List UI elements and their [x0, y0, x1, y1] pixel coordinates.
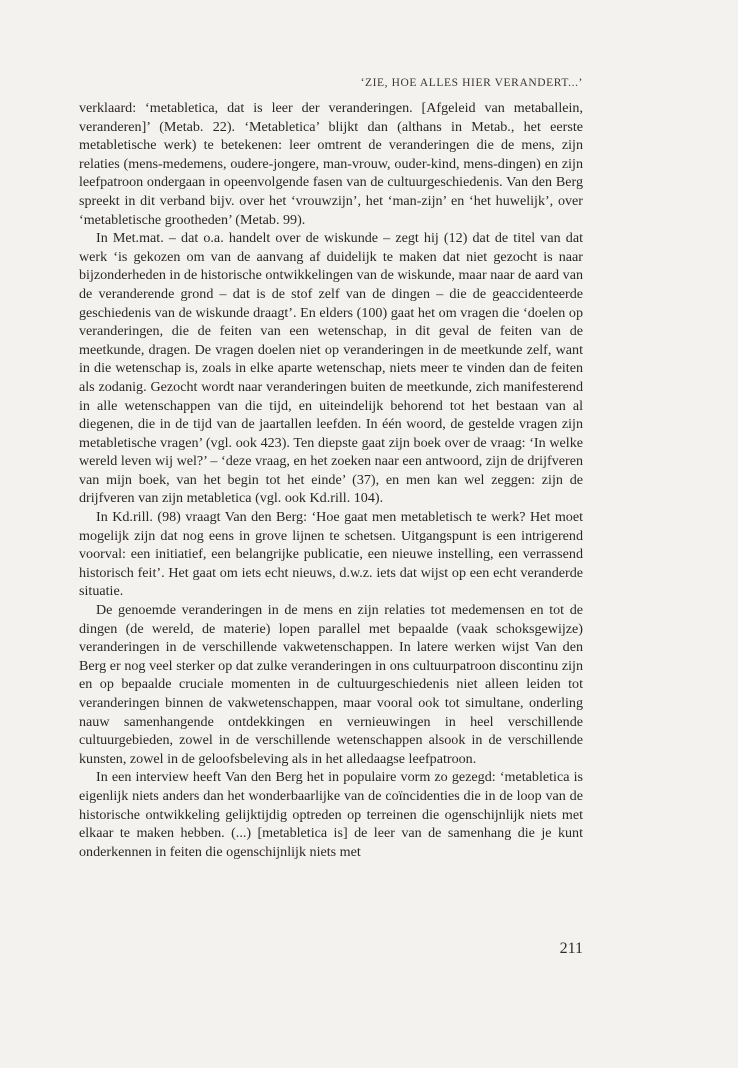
paragraph-5: In een interview heeft Van den Berg het in populaire vorm zo gezegd: ‘metabletica is eigenlijk niets anders dan het wonderbaarlijke van de coïncidenties die in de loop van de historische ontwikkeling gelijktijdig optreden op terreinen die ogenschijnlijk niets met elkaar te maken hebben. (...) [metabletica is] de leer van de samenhang die je kunt onderkennen in feiten die ogenschijnlijk niets met [79, 769, 583, 860]
page-number: 211 [559, 940, 583, 957]
running-head: ‘ZIE, HOE ALLES HIER VERANDERT...’ [360, 77, 583, 89]
paragraph-1: verklaard: ‘metabletica, dat is leer der veranderingen. [Afgeleid van metaballein, veranderen]’ (Metab. 22). ‘Metabletica’ blijkt dan (althans in Metab., het eerste metabletische werk) te betekenen: leer omtrent de veranderingen die de mens, zijn relaties (mens-medemens, oudere-jongere, man-vrouw, ouder-kind, mens-dingen) en zijn leefpatroon ondergaan in opeenvolgende fasen van de cultuurgeschiedenis. Van den Berg spreekt in dit verband bijv. over het ‘vrouwzijn’, het ‘man-zijn’ en ‘het huwelijk’, over ‘metabletische grootheden’ (Metab. 99). [79, 100, 583, 228]
paragraph-4: De genoemde veranderingen in de mens en zijn relaties tot medemensen en tot de dingen (de wereld, de materie) lopen parallel met bepaalde (vaak schoksgewijze) veranderingen in de verschillende vakwetenschappen. In latere werken wijst Van den Berg er nog veel sterker op dat zulke veranderingen in ons cultuurpatroon discontinu zijn en op bepaalde cruciale momenten in de cultuurgeschiedenis niet alleen leiden tot veranderingen binnen de vakwetenschappen, maar vooral ook tot simultane, onderling nauw samenhangende ontdekkingen en vernieuwingen in heel verschillende cultuurgebieden, zowel in de verschillende wetenschappen alsook in de verschillende kunsten, zowel in de geloofsbeleving als in het alledaagse leefpatroon. [79, 602, 583, 767]
paragraph-2: In Met.mat. – dat o.a. handelt over de wiskunde – zegt hij (12) dat de titel van dat werk ‘is gekozen om van de aanvang af duidelijk te maken dat niet gezocht is naar bijzonderheden in de historische ontwikkelingen van de wiskunde, maar naar de aard van de veranderende grond – dat is de stof zelf van de dingen – die de geaccidenteerde geschiedenis van de wiskunde draagt’. En elders (100) gaat het om vragen die ‘doelen op veranderingen, die de feiten van een wetenschap, in dit geval de feiten van de meetkunde, dragen. De vragen doelen niet op veranderingen in de meetkunde zelf, want in die wetenschap is, zoals in elke aparte wetenschap, niets meer te vinden dan de feiten als zodanig. Gezocht wordt naar veranderingen buiten de meetkunde, zich manifesterend in alle wetenschappen van die tijd, en uiteindelijk behorend tot het bestaan van al diegenen, die in de tijd van de jaartallen leefden. In één woord, de gestelde vragen zijn metabletische vragen’ (vgl. ook 423). Ten diepste gaat zijn boek over de vraag: ‘In welke wereld leven wij wel?’ – ‘deze vraag, en het zoeken naar een antwoord, zijn de drijfveren van mijn boek, van het begin tot het einde’ (37), en men kan wel zeggen: zijn de drijfveren van zijn metabletica (vgl. ook Kd.rill. 104). [79, 230, 583, 507]
body-text [79, 99, 583, 861]
paragraph-3: In Kd.rill. (98) vraagt Van den Berg: ‘Hoe gaat men metabletisch te werk? Het moet mogelijk zijn dat nog eens in grove lijnen te schetsen. Uitgangspunt is een intrigerend voorval: een initiatief, een belangrijke publicatie, een nieuwe instelling, een verrassend historisch feit’. Het gaat om iets echt nieuws, d.w.z. iets dat wijst op een echt veranderde situatie. [79, 509, 583, 600]
